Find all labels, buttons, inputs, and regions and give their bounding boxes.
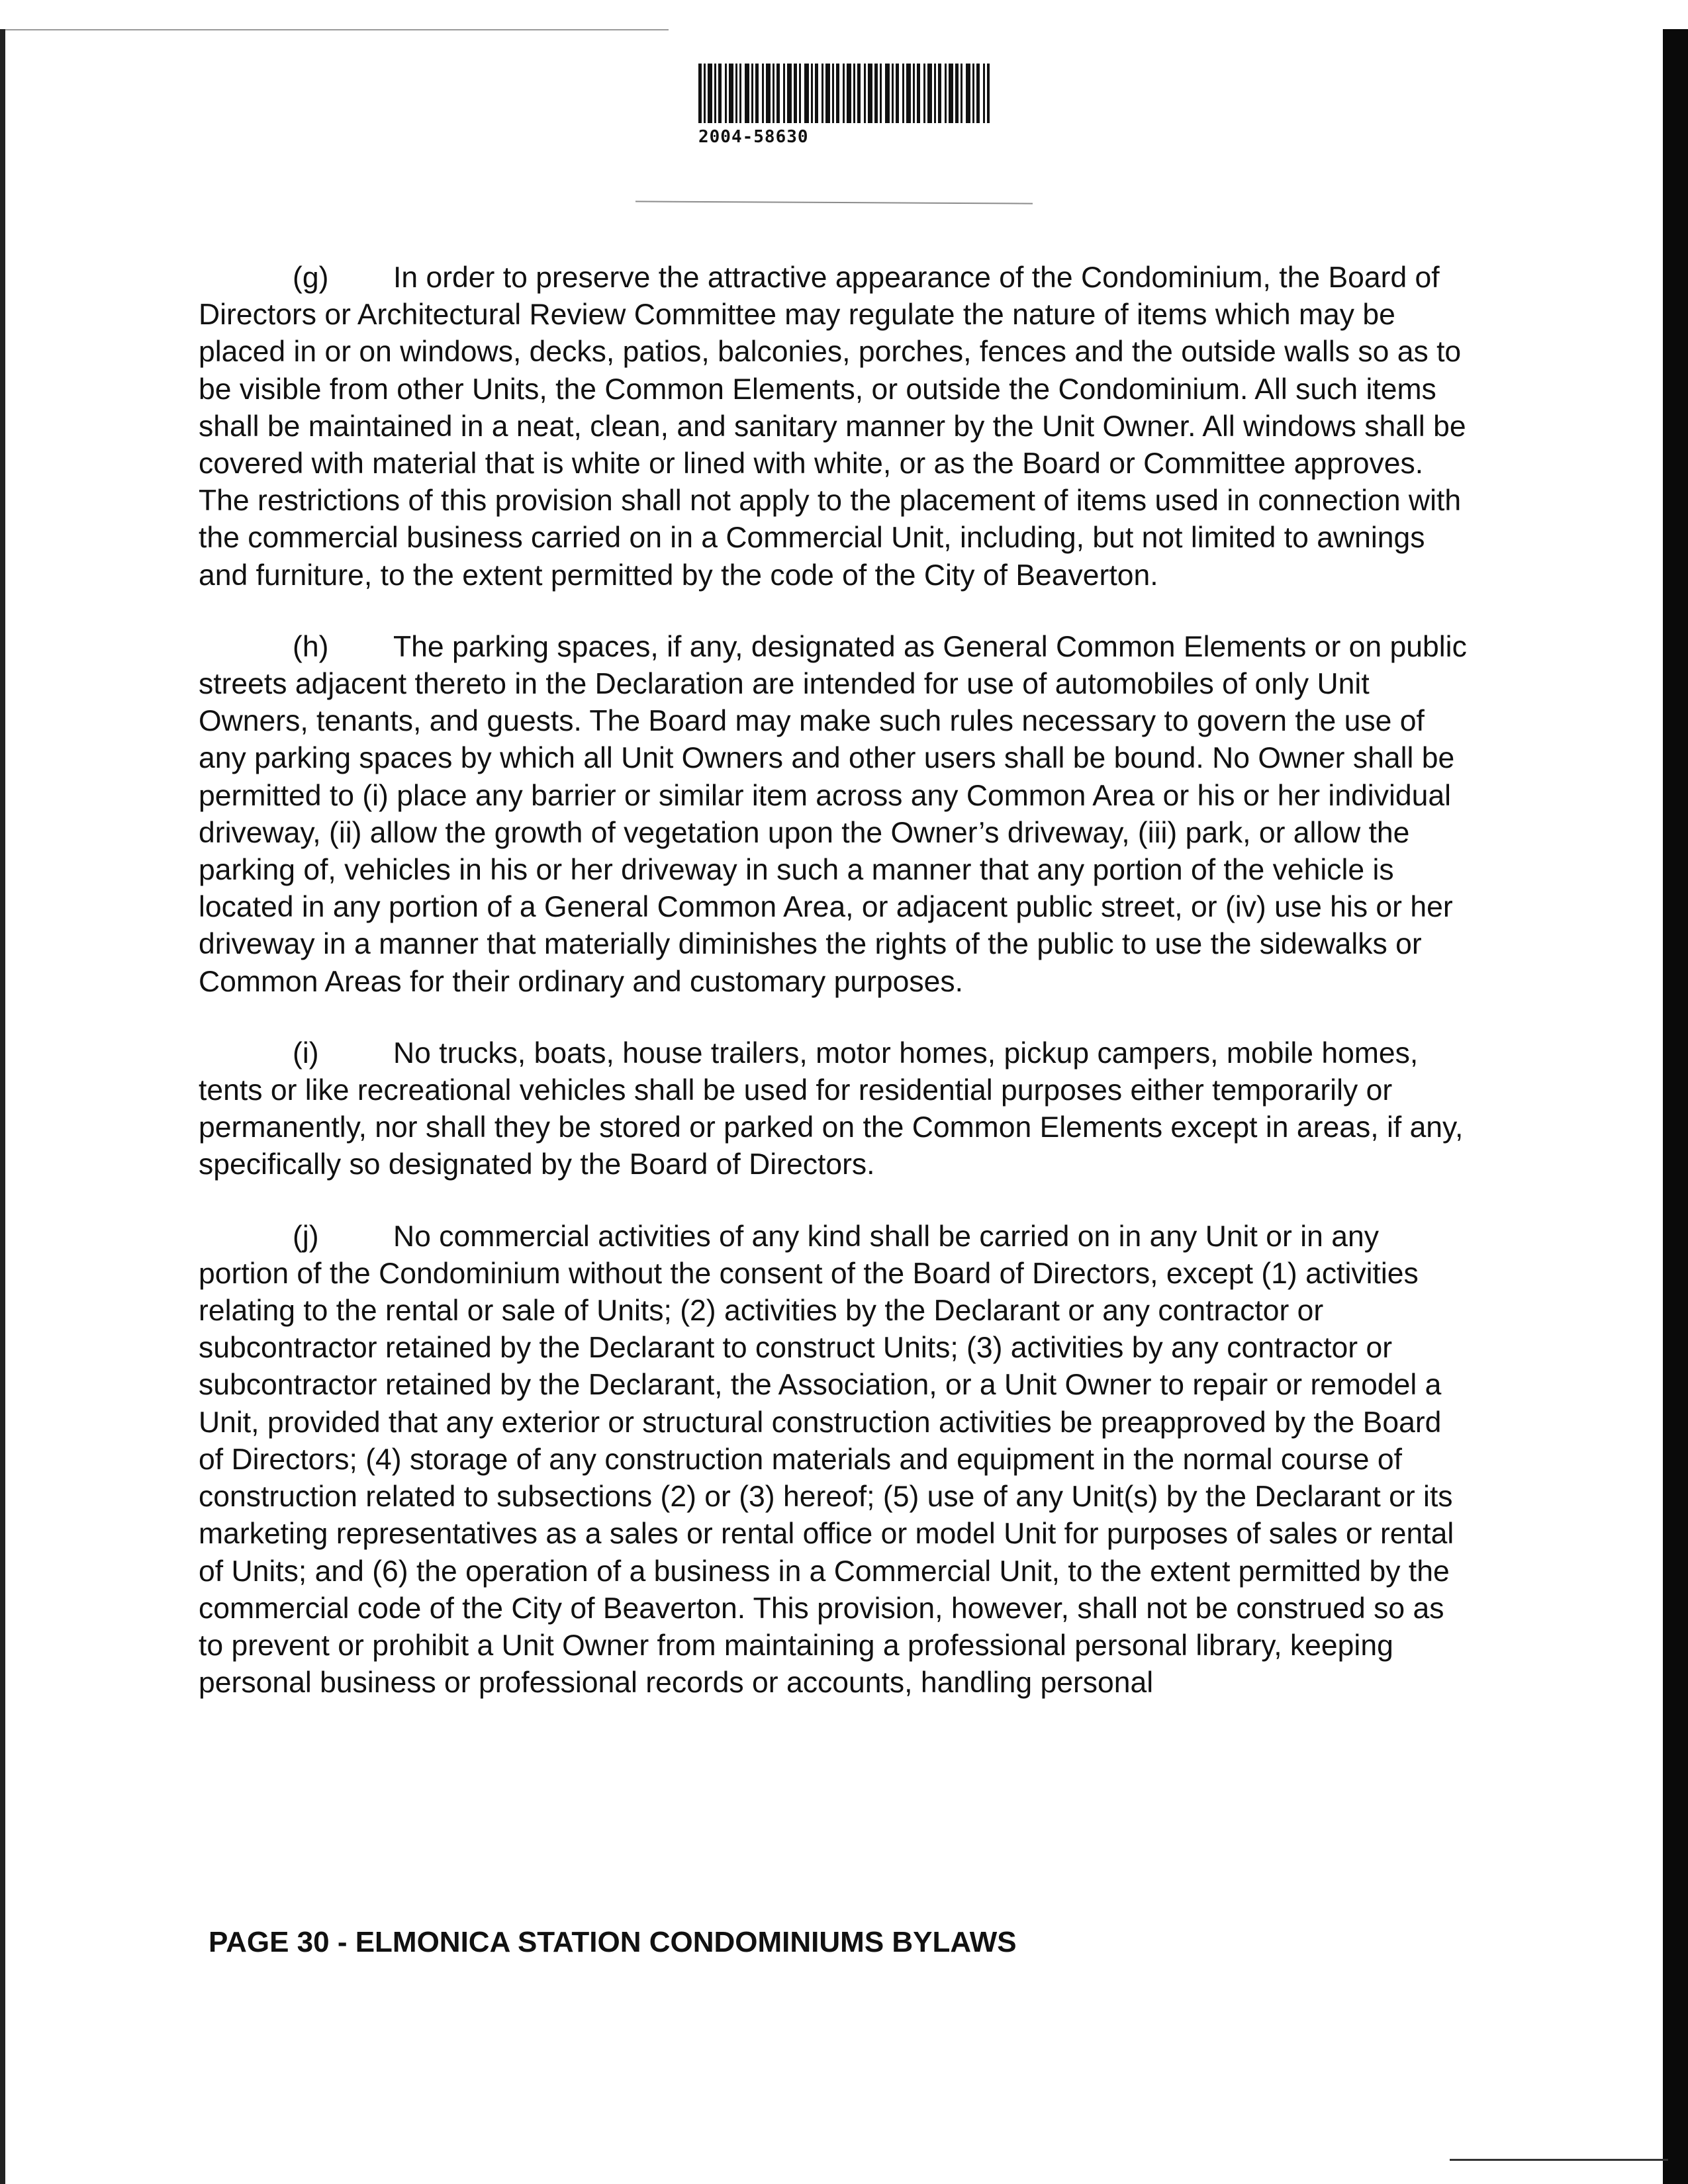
recording-barcode [698, 64, 990, 148]
paragraph-text: No commercial activities of any kind shall be carried on in any Unit or in any portion of the Condominium without the consent of the Board of Directors, except (1) activities relating to the rental or sale of Units; (2) activities by the Declarant or any contractor or subcontractor retained by the Declarant to construct Units; (3) activities by any contractor or subcontractor retained by the Declarant, the Association, or a Unit Owner to repair or remodel a Unit, provided that any exterior or structural construction activities be preapproved by the Board of Directors; (4) storage of any construction materials and equipment in the normal course of construction related to subsections (2) or (3) hereof; (5) use of any Unit(s) by the Declarant or its marketing representatives as a sales or rental office or model Unit for purposes of sales or rental of Units; and (6) the operation of a business in a Commercial Unit, to the extent permitted by the commercial code of the City of Beaverton. This provision, however, shall not be construed so as to prevent or prohibit a Unit Owner from maintaining a professional personal library, keeping personal business or professional records or accounts, handling personal [199, 1220, 1454, 1700]
paragraph-label: (j) [293, 1220, 319, 1253]
scan-top-edge-line [0, 29, 669, 30]
scan-left-edge [0, 29, 5, 2184]
paragraph-g [199, 259, 1470, 594]
scan-bottom-edge-line [1450, 2159, 1668, 2161]
stamp-underline [635, 201, 1033, 204]
paragraph-text: No trucks, boats, house trailers, motor homes, pickup campers, mobile homes, tents or like recreational vehicles shall be used for residential purposes either temporarily or permanently, nor shall they be stored or parked on the Common Elements except in areas, if any, specifically so designated by the Board of Directors. [199, 1036, 1464, 1181]
paragraph-label: (i) [293, 1036, 319, 1069]
paragraph-label: (h) [293, 630, 329, 663]
paragraph-label: (g) [293, 261, 329, 294]
scan-right-edge [1663, 29, 1688, 2184]
paragraph-text: The parking spaces, if any, designated as General Common Elements or on public streets adjacent thereto in the Declaration are intended for use of automobiles of only Unit Owners, tenants, and guests. The Board may make such rules necessary to govern the use of any parking spaces by which all Unit Owners and other users shall be bound. No Owner shall be permitted to (i) place any barrier or similar item across any Common Area or his or her individual driveway, (ii) allow the growth of vegetation upon the Owner’s driveway, (iii) park, or allow the parking of, vehicles in his or her driveway in such a manner that any portion of the vehicle is located in any portion of a General Common Area, or adjacent public street, or (iv) use his or her driveway in a manner that materially diminishes the rights of the public to use the sidewalks or Common Areas for their ordinary and customary purposes. [199, 630, 1467, 998]
recording-number: 2004-58630 [698, 127, 809, 147]
paragraph-j [199, 1218, 1470, 1702]
paragraph-i [199, 1035, 1470, 1184]
bylaws-body [199, 259, 1470, 1736]
page-footer: PAGE 30 - ELMONICA STATION CONDOMINIUMS BYLAWS [209, 1926, 1017, 1958]
barcode-icon [698, 64, 990, 123]
paragraph-text: In order to preserve the attractive appearance of the Condominium, the Board of Directors or Architectural Review Committee may regulate the nature of items which may be placed in or on windows, decks, patios, balconies, porches, fences and the outside walls so as to be visible from other Units, the Common Elements, or outside the Condominium. All such items shall be maintained in a neat, clean, and sanitary manner by the Unit Owner. All windows shall be covered with material that is white or lined with white, or as the Board or Committee approves. The restrictions of this provision shall not apply to the placement of items used in connection with the commercial business carried on in a Commercial Unit, including, but not limited to awnings and furniture, to the extent permitted by the code of the City of Beaverton. [199, 261, 1466, 592]
paragraph-h [199, 629, 1470, 1001]
